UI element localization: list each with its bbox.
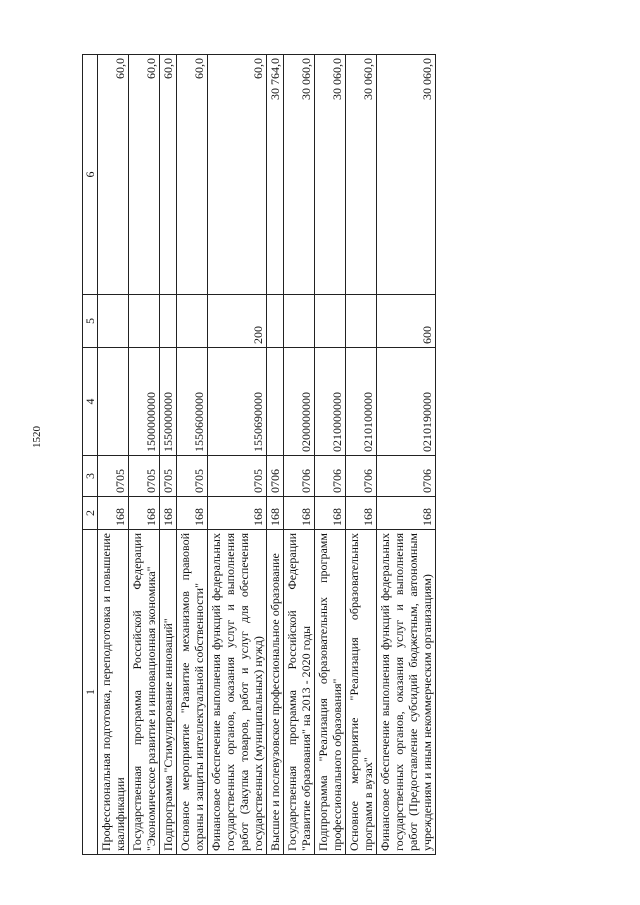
row-expense-type xyxy=(160,295,177,348)
row-target-article: 0200000000 xyxy=(284,348,315,456)
table-row xyxy=(129,55,160,855)
page-number: 1520 xyxy=(31,426,43,448)
row-name: Профессиональная подготовка, переподготовка и повышение квалификации xyxy=(98,530,129,855)
row-target-article: 1550600000 xyxy=(177,348,208,456)
table-row xyxy=(346,55,377,855)
row-target-article: 0210000000 xyxy=(315,348,346,456)
rotated-page xyxy=(82,55,590,855)
row-amount: 30 060,0 xyxy=(315,55,346,295)
row-target-article: 0210100000 xyxy=(346,348,377,456)
row-target-article xyxy=(267,348,284,456)
col-header-4: 4 xyxy=(83,348,98,456)
row-section: 0706 xyxy=(284,456,315,497)
row-amount: 30 060,0 xyxy=(346,55,377,295)
row-code: 168 xyxy=(346,497,377,530)
row-expense-type xyxy=(98,295,129,348)
row-expense-type: 600 xyxy=(377,295,436,348)
row-name: Финансовое обеспечение выполнения функций федеральных государственных органов, оказания услуг и выполнения работ (Предоставление субсидий бюджетным, автономным учреждениям и иным некоммерческим организациям) xyxy=(377,530,436,855)
row-section: 0705 xyxy=(98,456,129,497)
row-code: 168 xyxy=(377,497,436,530)
table-row xyxy=(160,55,177,855)
row-code: 168 xyxy=(208,497,267,530)
row-section: 0706 xyxy=(346,456,377,497)
table-row xyxy=(177,55,208,855)
row-name: Подпрограмма "Стимулирование инноваций" xyxy=(160,530,177,855)
budget-table xyxy=(82,54,436,855)
row-code: 168 xyxy=(160,497,177,530)
row-amount: 60,0 xyxy=(160,55,177,295)
row-expense-type xyxy=(346,295,377,348)
row-code: 168 xyxy=(129,497,160,530)
row-amount: 30 060,0 xyxy=(377,55,436,295)
row-target-article: 1550690000 xyxy=(208,348,267,456)
table-row xyxy=(315,55,346,855)
col-header-2: 2 xyxy=(83,497,98,530)
row-expense-type xyxy=(267,295,284,348)
row-amount: 60,0 xyxy=(129,55,160,295)
table-row xyxy=(267,55,284,855)
row-section: 0706 xyxy=(267,456,284,497)
row-expense-type xyxy=(315,295,346,348)
row-name: Основное мероприятие "Реализация образовательных программ в вузах" xyxy=(346,530,377,855)
row-amount: 30 764,0 xyxy=(267,55,284,295)
row-name: Государственная программа Российской Федерации "Экономическое развитие и инновационная экономика" xyxy=(129,530,160,855)
row-expense-type xyxy=(177,295,208,348)
row-section: 0705 xyxy=(208,456,267,497)
table-row xyxy=(98,55,129,855)
row-section: 0706 xyxy=(315,456,346,497)
col-header-6: 6 xyxy=(83,55,98,295)
row-expense-type: 200 xyxy=(208,295,267,348)
col-header-3: 3 xyxy=(83,456,98,497)
row-code: 168 xyxy=(284,497,315,530)
row-amount: 60,0 xyxy=(208,55,267,295)
table-row xyxy=(284,55,315,855)
row-expense-type xyxy=(284,295,315,348)
row-code: 168 xyxy=(267,497,284,530)
row-section: 0705 xyxy=(160,456,177,497)
row-name: Подпрограмма "Реализация образовательных программ профессионального образования" xyxy=(315,530,346,855)
row-target-article: 1500000000 xyxy=(129,348,160,456)
col-header-5: 5 xyxy=(83,295,98,348)
row-target-article xyxy=(98,348,129,456)
table-row xyxy=(208,55,267,855)
row-section: 0705 xyxy=(129,456,160,497)
row-target-article: 1550000000 xyxy=(160,348,177,456)
row-name: Государственная программа Российской Федерации "Развитие образования" на 2013 - 2020 годы xyxy=(284,530,315,855)
row-code: 168 xyxy=(177,497,208,530)
table-row xyxy=(377,55,436,855)
row-amount: 60,0 xyxy=(177,55,208,295)
row-name: Финансовое обеспечение выполнения функций федеральных государственных органов, оказания услуг и выполнения работ (Закупка товаров, работ и услуг для обеспечения государственных (муниципальных) нужд) xyxy=(208,530,267,855)
row-name: Высшее и послевузовское профессиональное образование xyxy=(267,530,284,855)
row-expense-type xyxy=(129,295,160,348)
row-code: 168 xyxy=(315,497,346,530)
row-section: 0705 xyxy=(177,456,208,497)
table-header-row xyxy=(83,55,98,855)
row-target-article: 0210190000 xyxy=(377,348,436,456)
row-code: 168 xyxy=(98,497,129,530)
row-amount: 30 060,0 xyxy=(284,55,315,295)
row-amount: 60,0 xyxy=(98,55,129,295)
col-header-1: 1 xyxy=(83,530,98,855)
row-section: 0706 xyxy=(377,456,436,497)
row-name: Основное мероприятие "Развитие механизмов правовой охраны и защиты интеллектуальной собственности" xyxy=(177,530,208,855)
